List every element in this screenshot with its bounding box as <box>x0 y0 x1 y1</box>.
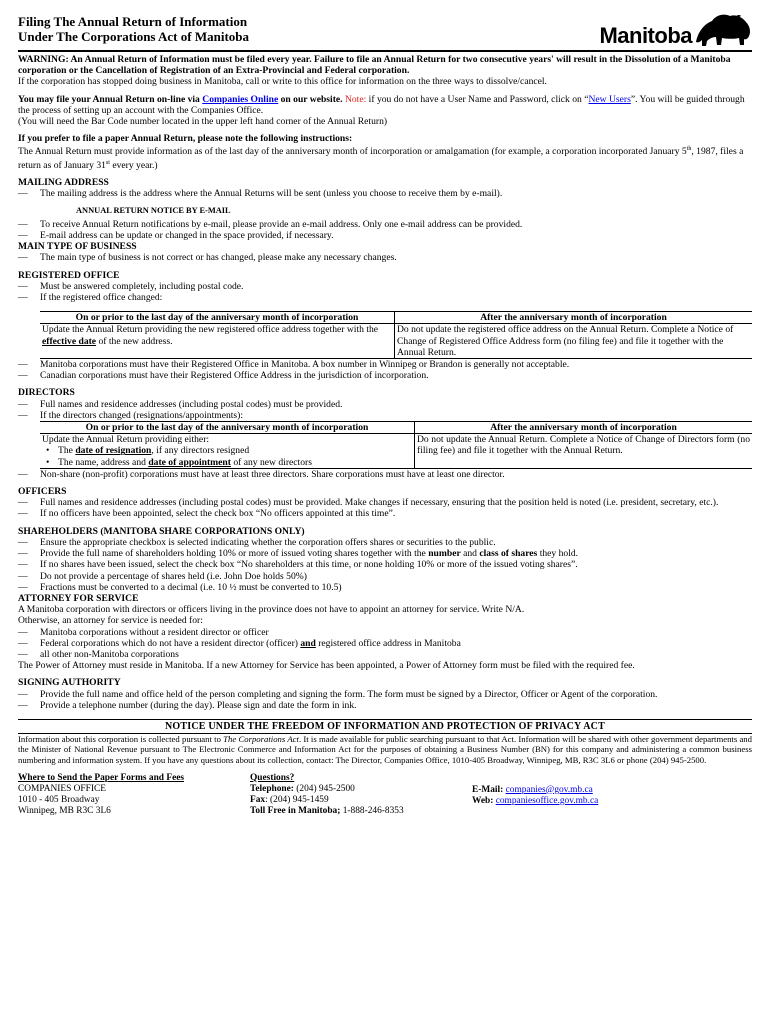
registered-item-3: — Manitoba corporations must have their Registered Office in Manitoba. A box number in Winnipeg or Brandon is generally not acceptable. <box>18 359 752 370</box>
directors-heading: DIRECTORS <box>18 387 75 399</box>
directors-item-1: — Full names and residence addresses (including postal codes) must be provided. <box>18 399 752 410</box>
directors-col2-header: After the anniversary month of incorporation <box>415 422 753 434</box>
email-notice-heading: ANNUAL RETURN NOTICE BY E-MAIL <box>76 205 231 215</box>
directors-bullet-1: • The date of resignation, if any directors resigned <box>42 445 412 456</box>
attorney-item-1: — Manitoba corporations without a resident director or officer <box>18 627 752 638</box>
attorney-text-2: Otherwise, an attorney for service is needed for: <box>18 615 203 627</box>
mailing-item-2: — To receive Annual Return notifications by e-mail, please provide an e-mail address. Only one e-mail address can be provided. <box>18 219 752 230</box>
paper-text: The Annual Return must provide information as of the last day of the anniversary month of incorporation or amalgamation (for example, a corporation incorporated January 5th, 1987, files a return as of January 31st every year.) <box>18 146 744 171</box>
bison-icon <box>694 12 752 48</box>
directors-col1-cell: Update the Annual Return providing either: • The date of resignation, if any directors resigned • The name, address and date of appointment of any new directors <box>40 434 415 469</box>
mailing-item-3: — E-mail address can be update or changed in the space provided, if necessary. <box>18 230 752 241</box>
attorney-text-1: A Manitoba corporation with directors or officers living in the province does not have to appoint an attorney for service. Write N/A. <box>18 604 525 616</box>
registered-col1-header: On or prior to the last day of the anniversary month of incorporation <box>40 312 395 324</box>
where-to-send-heading: Where to Send the Paper Forms and Fees <box>18 772 185 783</box>
attorney-text-3: The Power of Attorney must reside in Manitoba. If a new Attorney for Service has been appointed, a Power of Attorney form must be filed with the required fee. <box>18 660 635 672</box>
footer-contact <box>472 773 598 817</box>
office-name: COMPANIES OFFICE <box>18 783 106 794</box>
attorney-heading: ATTORNEY FOR SERVICE <box>18 592 139 604</box>
office-address-1: 1010 - 405 Broadway <box>18 794 100 805</box>
officers-item-1: — Full names and residence addresses (including postal codes) must be provided. Make changes if necessary, ensuring that the position held is noted (i.e. president, secretary, etc.). <box>18 497 752 508</box>
attorney-item-2: — Federal corporations which do not have a resident director (officer) and registered office address in Manitoba <box>18 638 752 649</box>
mailing-heading: MAILING ADDRESS <box>18 177 109 189</box>
document-page <box>18 14 752 817</box>
email-line: E-Mail: companies@gov.mb.ca <box>472 784 593 795</box>
paper-heading: If you prefer to file a paper Annual Return, please note the following instructions: <box>18 133 353 145</box>
fax: Fax: (204) 945-1459 <box>250 794 329 805</box>
directors-item-2: — If the directors changed (resignations/appointments): <box>18 410 752 421</box>
telephone: Telephone: (204) 945-2500 <box>250 783 355 794</box>
email-link[interactable]: companies@gov.mb.ca <box>505 784 593 795</box>
shareholders-item-2: — Provide the full name of shareholders holding 10% or more of issued voting shares together with the number and class of shares they hold. <box>18 548 752 559</box>
mailing-item-1: — The mailing address is the address where the Annual Returns will be sent (unless you choose to receive them by e-mail). <box>18 188 752 199</box>
directors-col1-header: On or prior to the last day of the anniversary month of incorporation <box>40 422 415 434</box>
warning-note: If the corporation has stopped doing business in Manitoba, call or write to this office for information on the three ways to dissolve/cancel. <box>18 76 547 88</box>
registered-col2-header: After the anniversary month of incorporation <box>395 312 753 324</box>
header <box>18 14 752 48</box>
registered-item-2: — If the registered office changed: <box>18 292 752 303</box>
footer-questions <box>250 773 472 817</box>
warning-text: WARNING: An Annual Return of Information must be filed every year. Failure to file an Annual Return for two consecutive years' will result in the Dissolution of a Manitoba corporation or the Cancellation of Registration of an Extra-Provincial and Federal corporation. <box>18 54 731 77</box>
note-label: Note: <box>342 93 367 105</box>
shareholders-item-3: — If no shares have been issued, select the check box “No shareholders at this time, or none holding 10% or more of the issued voting shares”. <box>18 559 752 570</box>
companies-online-link[interactable]: Companies Online <box>202 93 279 105</box>
barcode-note: (You will need the Bar Code number located in the upper left hand corner of the Annual Return) <box>18 116 388 128</box>
directors-bullet-2: • The name, address and date of appointment of any new directors <box>42 457 412 468</box>
business-heading: MAIN TYPE OF BUSINESS <box>18 241 137 253</box>
title-line-2: Under The Corporations Act of Manitoba <box>18 29 249 44</box>
officers-item-2: — If no officers have been appointed, select the check box “No officers appointed at this time”. <box>18 508 752 519</box>
office-address-2: Winnipeg, MB R3C 3L6 <box>18 805 111 816</box>
shareholders-heading: SHAREHOLDERS (MANITOBA SHARE CORPORATIONS ONLY) <box>18 525 305 537</box>
directors-item-3: — Non-share (non-profit) corporations must have at least three directors. Share corporations must have at least one director. <box>18 469 752 480</box>
header-rule <box>18 50 752 52</box>
officers-heading: OFFICERS <box>18 486 67 498</box>
footer-mailing <box>18 773 250 817</box>
online-filing: You may file your Annual Return on-line via Companies Online on our website. Note: if you do not have a User Name and Password, click on “New Users”. You will be guided through the process of setting up an account with the Companies Office. <box>18 93 745 116</box>
signing-item-2: — Provide a telephone number (during the day). Please sign and date the form in ink. <box>18 700 752 711</box>
directors-table <box>40 421 752 469</box>
privacy-notice-text: Information about this corporation is collected pursuant to The Corporations Act. It is made available for public searching pursuant to that Act. Information will be shared with other government departments and the Minister of National Revenue pursuant to The Electronic Commerce and Information Act for the purposes of obtaining a Business Number (BN) for this company and administering a common business numbering and information system. If you have any questions about its collection, contact: The Director, Companies Office, 1010-405 Broadway, Winnipeg, MB, R3C 3L6 or phone (204) 945-2500. <box>18 734 752 765</box>
footer <box>18 773 752 817</box>
shareholders-item-1: — Ensure the appropriate checkbox is selected indicating whether the corporation offers shares or securities to the public. <box>18 537 752 548</box>
title-line-1: Filing The Annual Return of Information <box>18 14 248 29</box>
new-users-link[interactable]: New Users <box>588 93 631 105</box>
shareholders-item-4: — Do not provide a percentage of shares held (i.e. John Doe holds 50%) <box>18 571 752 582</box>
web-link[interactable]: companiesoffice.gov.mb.ca <box>495 795 599 806</box>
shareholders-item-5: — Fractions must be converted to a decimal (i.e. 10 ½ must be converted to 10.5) <box>18 582 752 593</box>
manitoba-logo <box>599 12 752 48</box>
toll-free: Toll Free in Manitoba; 1-888-246-8353 <box>250 805 404 816</box>
signing-heading: SIGNING AUTHORITY <box>18 677 121 689</box>
business-item-1: — The main type of business is not correct or has changed, please make any necessary changes. <box>18 252 752 263</box>
registered-office-table <box>40 311 752 359</box>
registered-item-4: — Canadian corporations must have their Registered Office Address in the jurisdiction of incorporation. <box>18 370 752 381</box>
registered-heading: REGISTERED OFFICE <box>18 269 120 281</box>
registered-col1-cell: Update the Annual Return providing the new registered office address together with the effective date of the new address. <box>40 324 395 359</box>
privacy-notice-heading: NOTICE UNDER THE FREEDOM OF INFORMATION AND PROTECTION OF PRIVACY ACT <box>18 719 752 734</box>
signing-item-1: — Provide the full name and office held of the person completing and signing the form. The form must be signed by a Director, Officer or Agent of the corporation. <box>18 689 752 700</box>
questions-heading: Questions? <box>250 772 295 783</box>
directors-col2-cell: Do not update the Annual Return. Complete a Notice of Change of Directors form (no filing fee) and file it together with the Annual Return. <box>415 434 753 469</box>
web-line: Web: companiesoffice.gov.mb.ca <box>472 795 599 806</box>
logo-text: Manitoba <box>599 23 692 48</box>
registered-col2-cell: Do not update the registered office address on the Annual Return. Complete a Notice of Change of Registered Office Address form (no filing fee) and file it together with the Annual Return. <box>395 324 753 359</box>
registered-item-1: — Must be answered completely, including postal code. <box>18 281 752 292</box>
attorney-item-3: — all other non-Manitoba corporations <box>18 649 752 660</box>
